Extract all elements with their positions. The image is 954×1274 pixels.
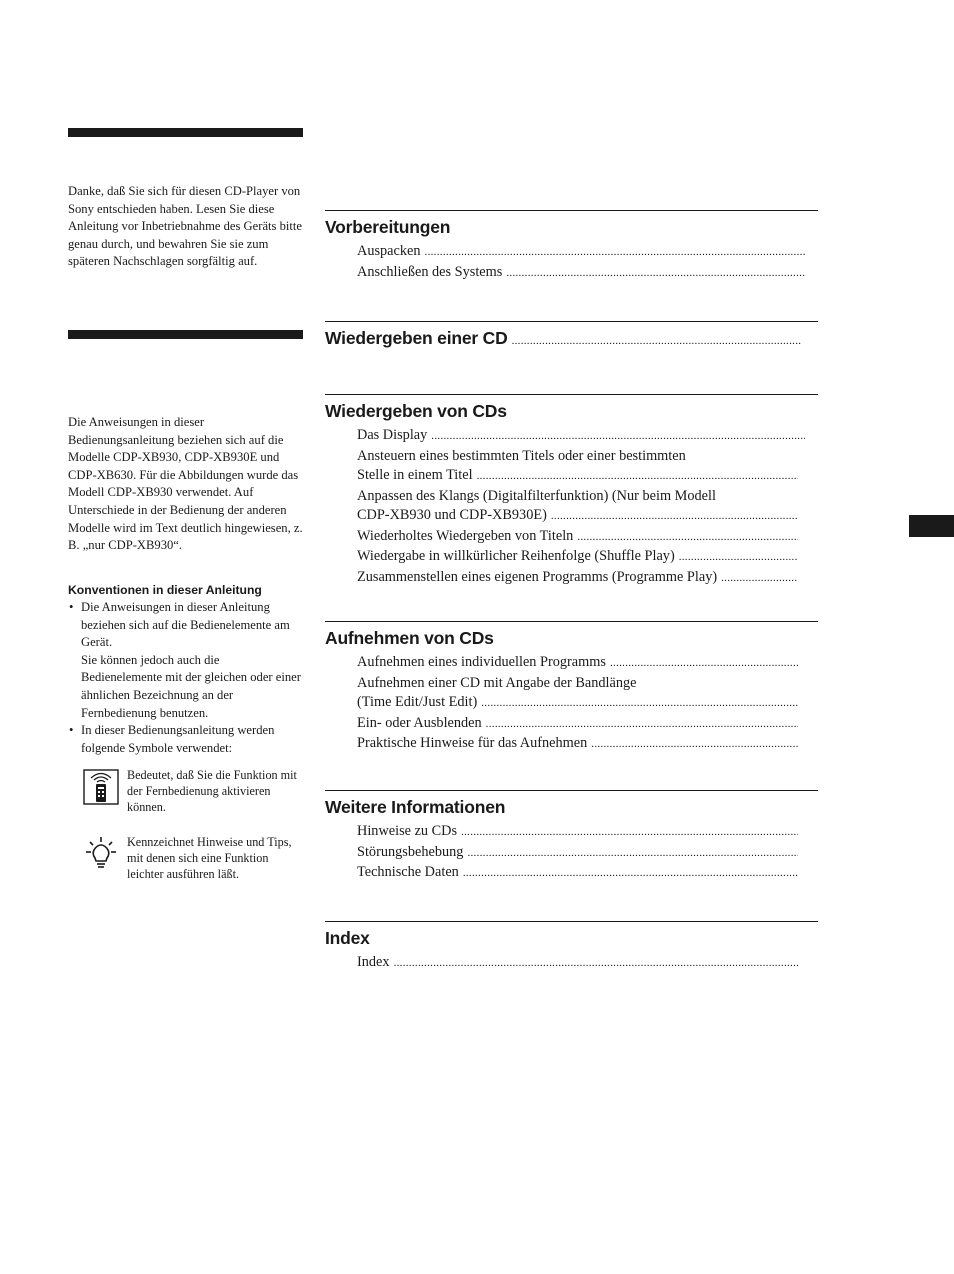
remote-control-icon [82,767,120,805]
list-item [68,599,303,722]
conventions-list [68,599,303,757]
toc-entry-label: Praktische Hinweise für das Aufnehmen [357,735,588,751]
toc-entry[interactable] [357,822,798,843]
lightbulb-icon [82,834,120,872]
toc-entry[interactable] [357,506,805,527]
dot-leader [577,527,798,548]
toc-entry[interactable] [357,263,805,284]
dot-leader [591,734,798,755]
list-item [68,722,303,757]
toc-entry-label: (Time Edit/Just Edit) [357,694,478,710]
section-heading: Wiedergeben einer CD [325,328,508,348]
dot-leader [679,547,798,568]
toc-section-index [325,921,818,974]
toc-entries [357,426,805,588]
toc-entry[interactable] [357,527,805,548]
conventions-title: Konventionen in dieser Anleitung [68,583,262,597]
toc-entry-label: Stelle in einem Titel [357,467,473,483]
toc-entry-label: Wiedergabe in willkürlicher Reihenfolge (Shuffle Play) [357,548,675,564]
toc-entries [357,653,798,755]
toc-entry[interactable] [357,653,798,674]
toc-entry-label: Zusammenstellen eines eigenen Programms (Programme Play) [357,568,718,585]
toc-entries [357,822,798,884]
toc-entry[interactable] [357,734,798,755]
chapter-tab-marker [909,515,954,537]
toc-entry[interactable] [357,547,805,568]
toc-entries [357,953,798,974]
toc-entry-label: Auspacken [357,243,421,259]
toc-entry-label: Das Display [357,427,428,443]
toc-entry-label: Anschließen des Systems [357,263,503,280]
about-block [68,414,303,555]
bullet-text: In dieser Bedienungsanleitung werden folgende Symbole verwendet: [81,723,275,755]
symbol-tip-text: Kennzeichnet Hinweise und Tips, mit denen sich eine Funktion leichter ausführen läßt. [127,835,292,881]
about-paragraph: Die Anweisungen in dieser Bedienungsanleitung beziehen sich auf die Modelle CDP-XB930, CDP-XB930E und CDP-XB630. Für die Abbildungen wurde das Modell CDP-XB930 verwendet. Auf Unterschiede in der Bedienung der anderen Modelle wird im Text deutlich hingewiesen, z. B. „nur CDP-XB930“. [68,415,303,553]
toc-entries [357,242,805,283]
section-heading: Vorbereitungen [325,217,451,237]
intro-paragraph: Danke, daß Sie sich für diesen CD-Player von Sony entschieden haben. Lesen Sie diese Anleitung vor Inbetriebnahme des Geräts bitte genau durch, und bewahren Sie sie zum späteren Nachschlagen sorgfältig auf. [68,184,302,269]
section-heading: Aufnehmen von CDs [325,628,494,648]
toc-entry-label: Technische Daten [357,864,459,880]
dot-leader [721,568,798,589]
dot-leader [477,466,798,487]
toc-entry[interactable] [357,568,805,589]
section-heading: Wiedergeben von CDs [325,401,507,421]
dot-leader [506,263,805,284]
dot-leader [425,242,805,263]
toc-entry-label: Aufnehmen eines individuellen Programms [357,654,606,670]
toc-entry-label: Hinweise zu CDs [357,823,458,839]
dot-leader [467,843,798,864]
dot-leader [431,426,805,447]
toc-entry[interactable] [357,693,798,714]
toc-entry-label: Störungsbehebung [357,843,464,860]
toc-entry[interactable] [357,714,798,735]
toc-entry[interactable] [357,426,805,447]
dot-leader [551,506,798,527]
toc-entry[interactable] [357,242,805,263]
toc-entry[interactable] [357,863,798,884]
bullet-text: Die Anweisungen in dieser Anleitung beziehen sich auf die Bedienelemente am Gerät. [81,600,290,650]
dot-leader [461,822,798,843]
toc-entry-line[interactable]: Anpassen des Klangs (Digitalfilterfunktion) (Nur beim Modell [357,487,716,504]
toc-heading-entry[interactable] [325,327,818,349]
intro-block [68,183,303,271]
toc-entry-label: CDP-XB930 und CDP-XB930E) [357,507,547,523]
toc-entry-line[interactable]: Ansteuern eines bestimmten Titels oder einer bestimmten [357,447,686,464]
toc-entry-label: Wiederholtes Wiedergeben von Titeln [357,527,574,544]
dot-leader [481,693,798,714]
toc-entry[interactable] [357,843,798,864]
toc-entry[interactable] [357,466,805,487]
toc-entry-line[interactable]: Aufnehmen einer CD mit Angabe der Bandlänge [357,674,637,691]
symbol-remote-text: Bedeutet, daß Sie die Funktion mit der Fernbedienung aktivieren können. [127,768,297,814]
conventions-block [68,582,303,757]
toc-section-aufnehmen [325,621,818,755]
toc-section-wiedergeben-von-cds [325,394,818,588]
header-rule-middle [68,330,303,339]
toc-section-vorbereitungen [325,210,818,283]
toc-entry[interactable] [357,953,798,974]
dot-leader [394,953,798,974]
toc-entry-label: Ein- oder Ausblenden [357,714,482,731]
dot-leader [486,714,798,735]
toc-section-wiedergeben-einer-cd [325,321,818,349]
toc-entry-label: Index [357,954,390,970]
section-heading: Weitere Informationen [325,797,506,817]
header-rule-top [68,128,303,137]
toc-section-weitere [325,790,818,884]
bullet-text: Sie können jedoch auch die Bedienelemente mit der gleichen oder einer ähnlichen Bezeichnung an der Fernbedienung benutzen. [81,652,301,720]
dot-leader [463,863,798,884]
dot-leader [512,331,802,349]
section-heading: Index [325,928,370,948]
dot-leader [610,653,798,674]
